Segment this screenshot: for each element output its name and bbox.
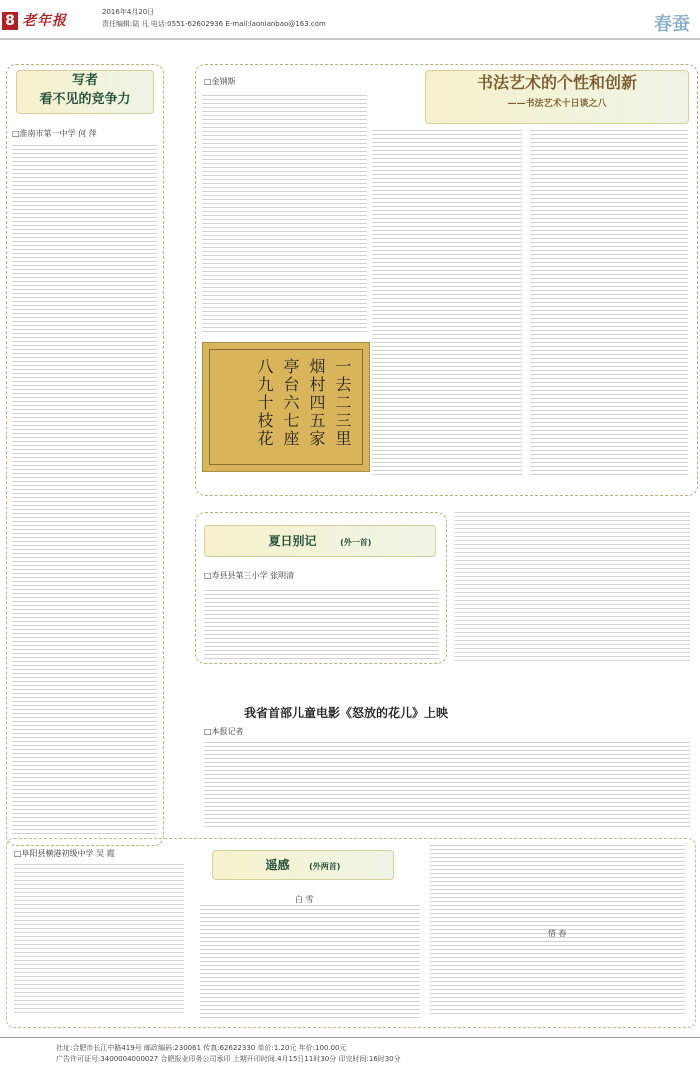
bottom-heading-2: 惜 春 [548,929,567,938]
bottom-middle-text [200,905,420,1020]
artwork-line-4: 八九十枝花 [255,358,274,448]
issue-date: 2016年4月20日 [102,8,155,16]
calligraphy-subtitle: ——书法艺术十日谈之八 [507,99,607,109]
news-text [204,742,690,830]
left-byline: □淮南市第一中学 何 萍 [12,129,97,138]
section-name: 春蚕 [654,14,690,35]
calligraphy-byline: □金钢斯 [204,77,236,86]
left-article-text [12,145,157,835]
calligraphy-title-card [425,70,689,124]
calligraphy-column-3 [530,130,688,475]
bottom-left-text [14,864,184,1014]
calligraphy-column-1 [202,95,367,335]
editor-info: 责任编辑:陆 凡 电话:0551-62602936 E-mail:laonianbao@163.com [102,20,326,28]
poem-right-text [455,512,690,662]
news-byline: □本报记者 [204,727,244,736]
poem-text [204,590,439,660]
poem-title-card [204,525,436,557]
poem-title: 夏日别记 [268,534,317,548]
artwork-line-1: 一去二三里 [333,358,352,448]
newspaper-footer [0,1037,700,1069]
bottom-title-card [212,850,394,880]
bottom-title: 遥感 [265,858,290,872]
artwork-line-3: 亭台六七座 [281,358,300,448]
left-title-1: 写者 [71,73,98,88]
header-meta [102,6,326,30]
calligraphy-title: 书法艺术的个性和创新 [476,73,637,92]
bottom-subtitle: (外两首) [309,862,341,871]
poem-byline: □寿县县第三小学 张明清 [204,571,295,580]
footer-line-1: 社址:合肥市长江中路419号 邮政编码:230061 传真:62622330 单价:1.20元 年价:100.00元 [56,1044,347,1052]
artwork-frame [209,349,363,465]
bottom-heading-1: 白 雪 [295,895,314,904]
footer-line-2: 广告许可证号:3400004000027 合肥报业印务公司承印 上期开印时间:4月15日11时30分 印完时间:16时30分 [56,1055,401,1063]
left-title-card [16,70,154,114]
newspaper-header [0,0,700,40]
news-title: 我省首部儿童电影《怒放的花儿》上映 [244,706,449,720]
left-title-2: 看不见的竞争力 [39,92,131,107]
page-number: 8 [2,12,18,30]
bottom-right-text [430,845,685,1017]
calligraphy-artwork [202,342,370,472]
calligraphy-column-2 [372,130,522,475]
bottom-byline: □阜阳县横港初级中学 吴 霞 [14,849,115,858]
paper-name: 老年报 [22,13,67,29]
poem-subtitle: (外一首) [340,538,372,547]
artwork-line-2: 烟村四五家 [307,358,326,448]
